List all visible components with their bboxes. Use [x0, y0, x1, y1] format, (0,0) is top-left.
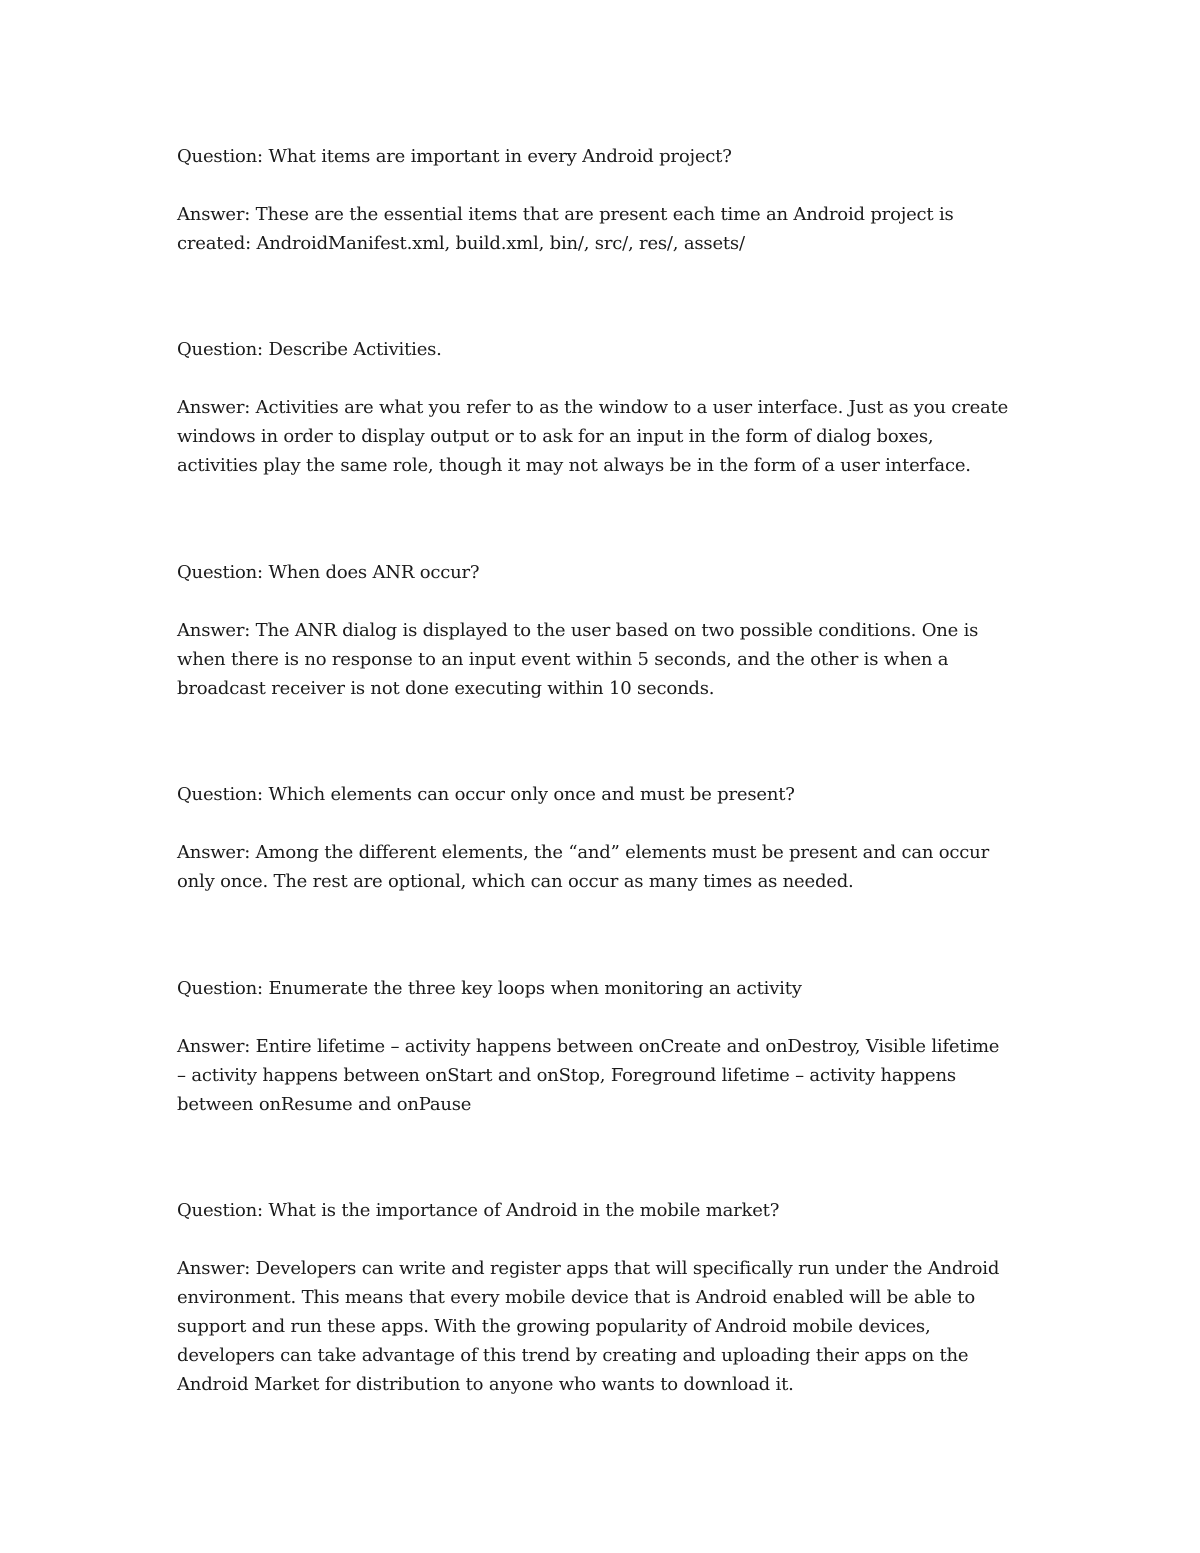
- answer-line: broadcast receiver is not done executing within 10 seconds.: [177, 678, 715, 699]
- answer-line: Android Market for distribution to anyone who wants to download it.: [177, 1374, 794, 1395]
- answer-line: environment. This means that every mobile device that is Android enabled will be able to: [177, 1287, 975, 1308]
- answer-line: between onResume and onPause: [177, 1094, 472, 1115]
- answer-line: only once. The rest are optional, which can occur as many times as needed.: [177, 871, 854, 892]
- qa-item: [177, 558, 1027, 703]
- answer-line: created: AndroidManifest.xml, build.xml, bin/, src/, res/, assets/: [177, 233, 745, 254]
- answer-line: Answer: Among the different elements, the “and” elements must be present and can occur: [177, 842, 989, 863]
- answer-line: Answer: Developers can write and register apps that will specifically run under the Android: [177, 1258, 1000, 1279]
- qa-item: [177, 1196, 1027, 1399]
- answer-line: Answer: Activities are what you refer to as the window to a user interface. Just as you create: [177, 397, 1009, 418]
- answer-line: developers can take advantage of this trend by creating and uploading their apps on the: [177, 1345, 969, 1366]
- qa-item: [177, 780, 1027, 896]
- answer-line: windows in order to display output or to ask for an input in the form of dialog boxes,: [177, 426, 934, 447]
- answer-line: support and run these apps. With the growing popularity of Android mobile devices,: [177, 1316, 931, 1337]
- answer-line: Answer: Entire lifetime – activity happens between onCreate and onDestroy, Visible lifetime: [177, 1036, 1000, 1057]
- question-text: Question: What items are important in every Android project?: [177, 146, 732, 167]
- answer-line: when there is no response to an input event within 5 seconds, and the other is when a: [177, 649, 949, 670]
- qa-item: [177, 974, 1027, 1119]
- answer-line: activities play the same role, though it may not always be in the form of a user interface.: [177, 455, 971, 476]
- question-text: Question: What is the importance of Android in the mobile market?: [177, 1200, 780, 1221]
- answer-line: Answer: These are the essential items that are present each time an Android project is: [177, 204, 954, 225]
- question-text: Question: Describe Activities.: [177, 339, 442, 360]
- qa-item: [177, 142, 1027, 258]
- question-text: Question: Which elements can occur only once and must be present?: [177, 784, 795, 805]
- question-text: Question: When does ANR occur?: [177, 562, 480, 583]
- answer-line: Answer: The ANR dialog is displayed to the user based on two possible conditions. One is: [177, 620, 979, 641]
- qa-item: [177, 335, 1027, 480]
- answer-line: – activity happens between onStart and onStop, Foreground lifetime – activity happens: [177, 1065, 956, 1086]
- question-text: Question: Enumerate the three key loops when monitoring an activity: [177, 978, 802, 999]
